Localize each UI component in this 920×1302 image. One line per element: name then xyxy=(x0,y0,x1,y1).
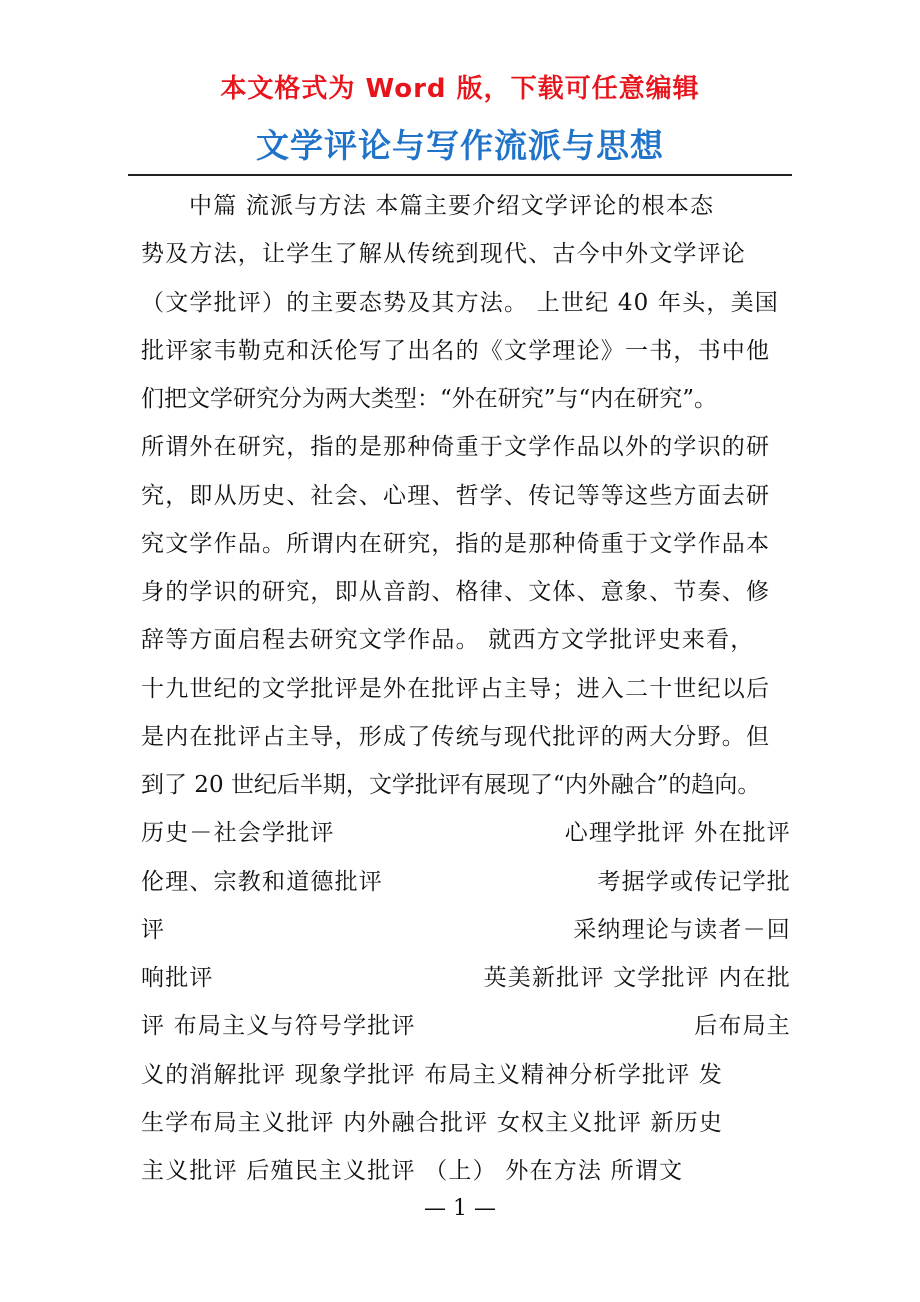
diagram-row xyxy=(141,809,791,857)
diagram-row xyxy=(141,906,791,954)
body-line: 们把文学研究分为两大类型：“外在研究”与“内在研究”。 xyxy=(141,386,718,412)
body-line: 所谓外在研究，指的是那种倚重于文学作品以外的学识的研 xyxy=(141,434,771,461)
diagram-left-text: 历史－社会学批评 xyxy=(141,820,335,847)
page-number: — 1 — xyxy=(424,1196,496,1221)
body-line: 究，即从历史、社会、心理、哲学、传记等等这些方面去研 xyxy=(141,482,771,509)
diagram-left-text: 评 xyxy=(141,916,166,943)
body-line: 批评家韦勒克和沃伦写了出名的《文学理论》一书，书中他 xyxy=(141,337,771,364)
body-line: 义的消解批评 现象学批评 布局主义精神分析学批评 发 xyxy=(141,1061,724,1088)
diagram-left-text: 响批评 xyxy=(141,965,214,991)
body-line: 中篇 流派与方法 本篇主要介绍文学评论的根本态 xyxy=(189,193,715,219)
body-line: 究文学作品。所谓内在研究，指的是那种倚重于文学作品本 xyxy=(141,530,771,557)
document-body xyxy=(141,182,791,1195)
diagram-left-text: 评 布局主义与符号学批评 xyxy=(141,1013,416,1040)
body-line: 生学布局主义批评 内外融合批评 女权主义批评 新历史 xyxy=(141,1109,724,1136)
body-line: 身的学识的研究，即从音韵、格律、文体、意象、节奏、修 xyxy=(141,579,771,605)
diagram-left-text: 伦理、宗教和道德批评 xyxy=(141,868,383,895)
document-title: 文学评论与写作流派与思想 xyxy=(256,126,664,165)
diagram-row xyxy=(141,858,791,906)
body-line: 辞等方面启程去研究文学作品。 就西方文学批评史来看， xyxy=(141,627,755,654)
body-line: （文学批评）的主要态势及其方法。 上世纪 40 年头，美国 xyxy=(141,289,779,316)
diagram-row xyxy=(141,954,791,1002)
diagram-right-text: 心理学批评 外在批评 xyxy=(564,820,791,847)
format-notice: 本文格式为 Word 版，下载可任意编辑 xyxy=(220,74,700,104)
diagram-row xyxy=(141,1002,791,1050)
body-line: 主义批评 后殖民主义批评 （上） 外在方法 所谓文 xyxy=(141,1158,684,1184)
diagram-right-text: 英美新批评 文学批评 内在批 xyxy=(483,965,791,991)
body-line: 势及方法，让学生了解从传统到现代、古今中外文学评论 xyxy=(141,241,746,268)
body-line: 是内在批评占主导，形成了传统与现代批评的两大分野。但 xyxy=(141,723,771,750)
diagram-right-text: 后布局主 xyxy=(694,1013,791,1040)
diagram-right-text: 采纳理论与读者－回 xyxy=(573,916,791,943)
title-divider xyxy=(128,174,792,176)
body-line: 到了 20 世纪后半期，文学批评有展现了“内外融合”的趋向。 xyxy=(141,772,761,798)
body-line: 十九世纪的文学批评是外在批评占主导；进入二十世纪以后 xyxy=(141,675,771,702)
diagram-right-text: 考据学或传记学批 xyxy=(597,868,791,895)
